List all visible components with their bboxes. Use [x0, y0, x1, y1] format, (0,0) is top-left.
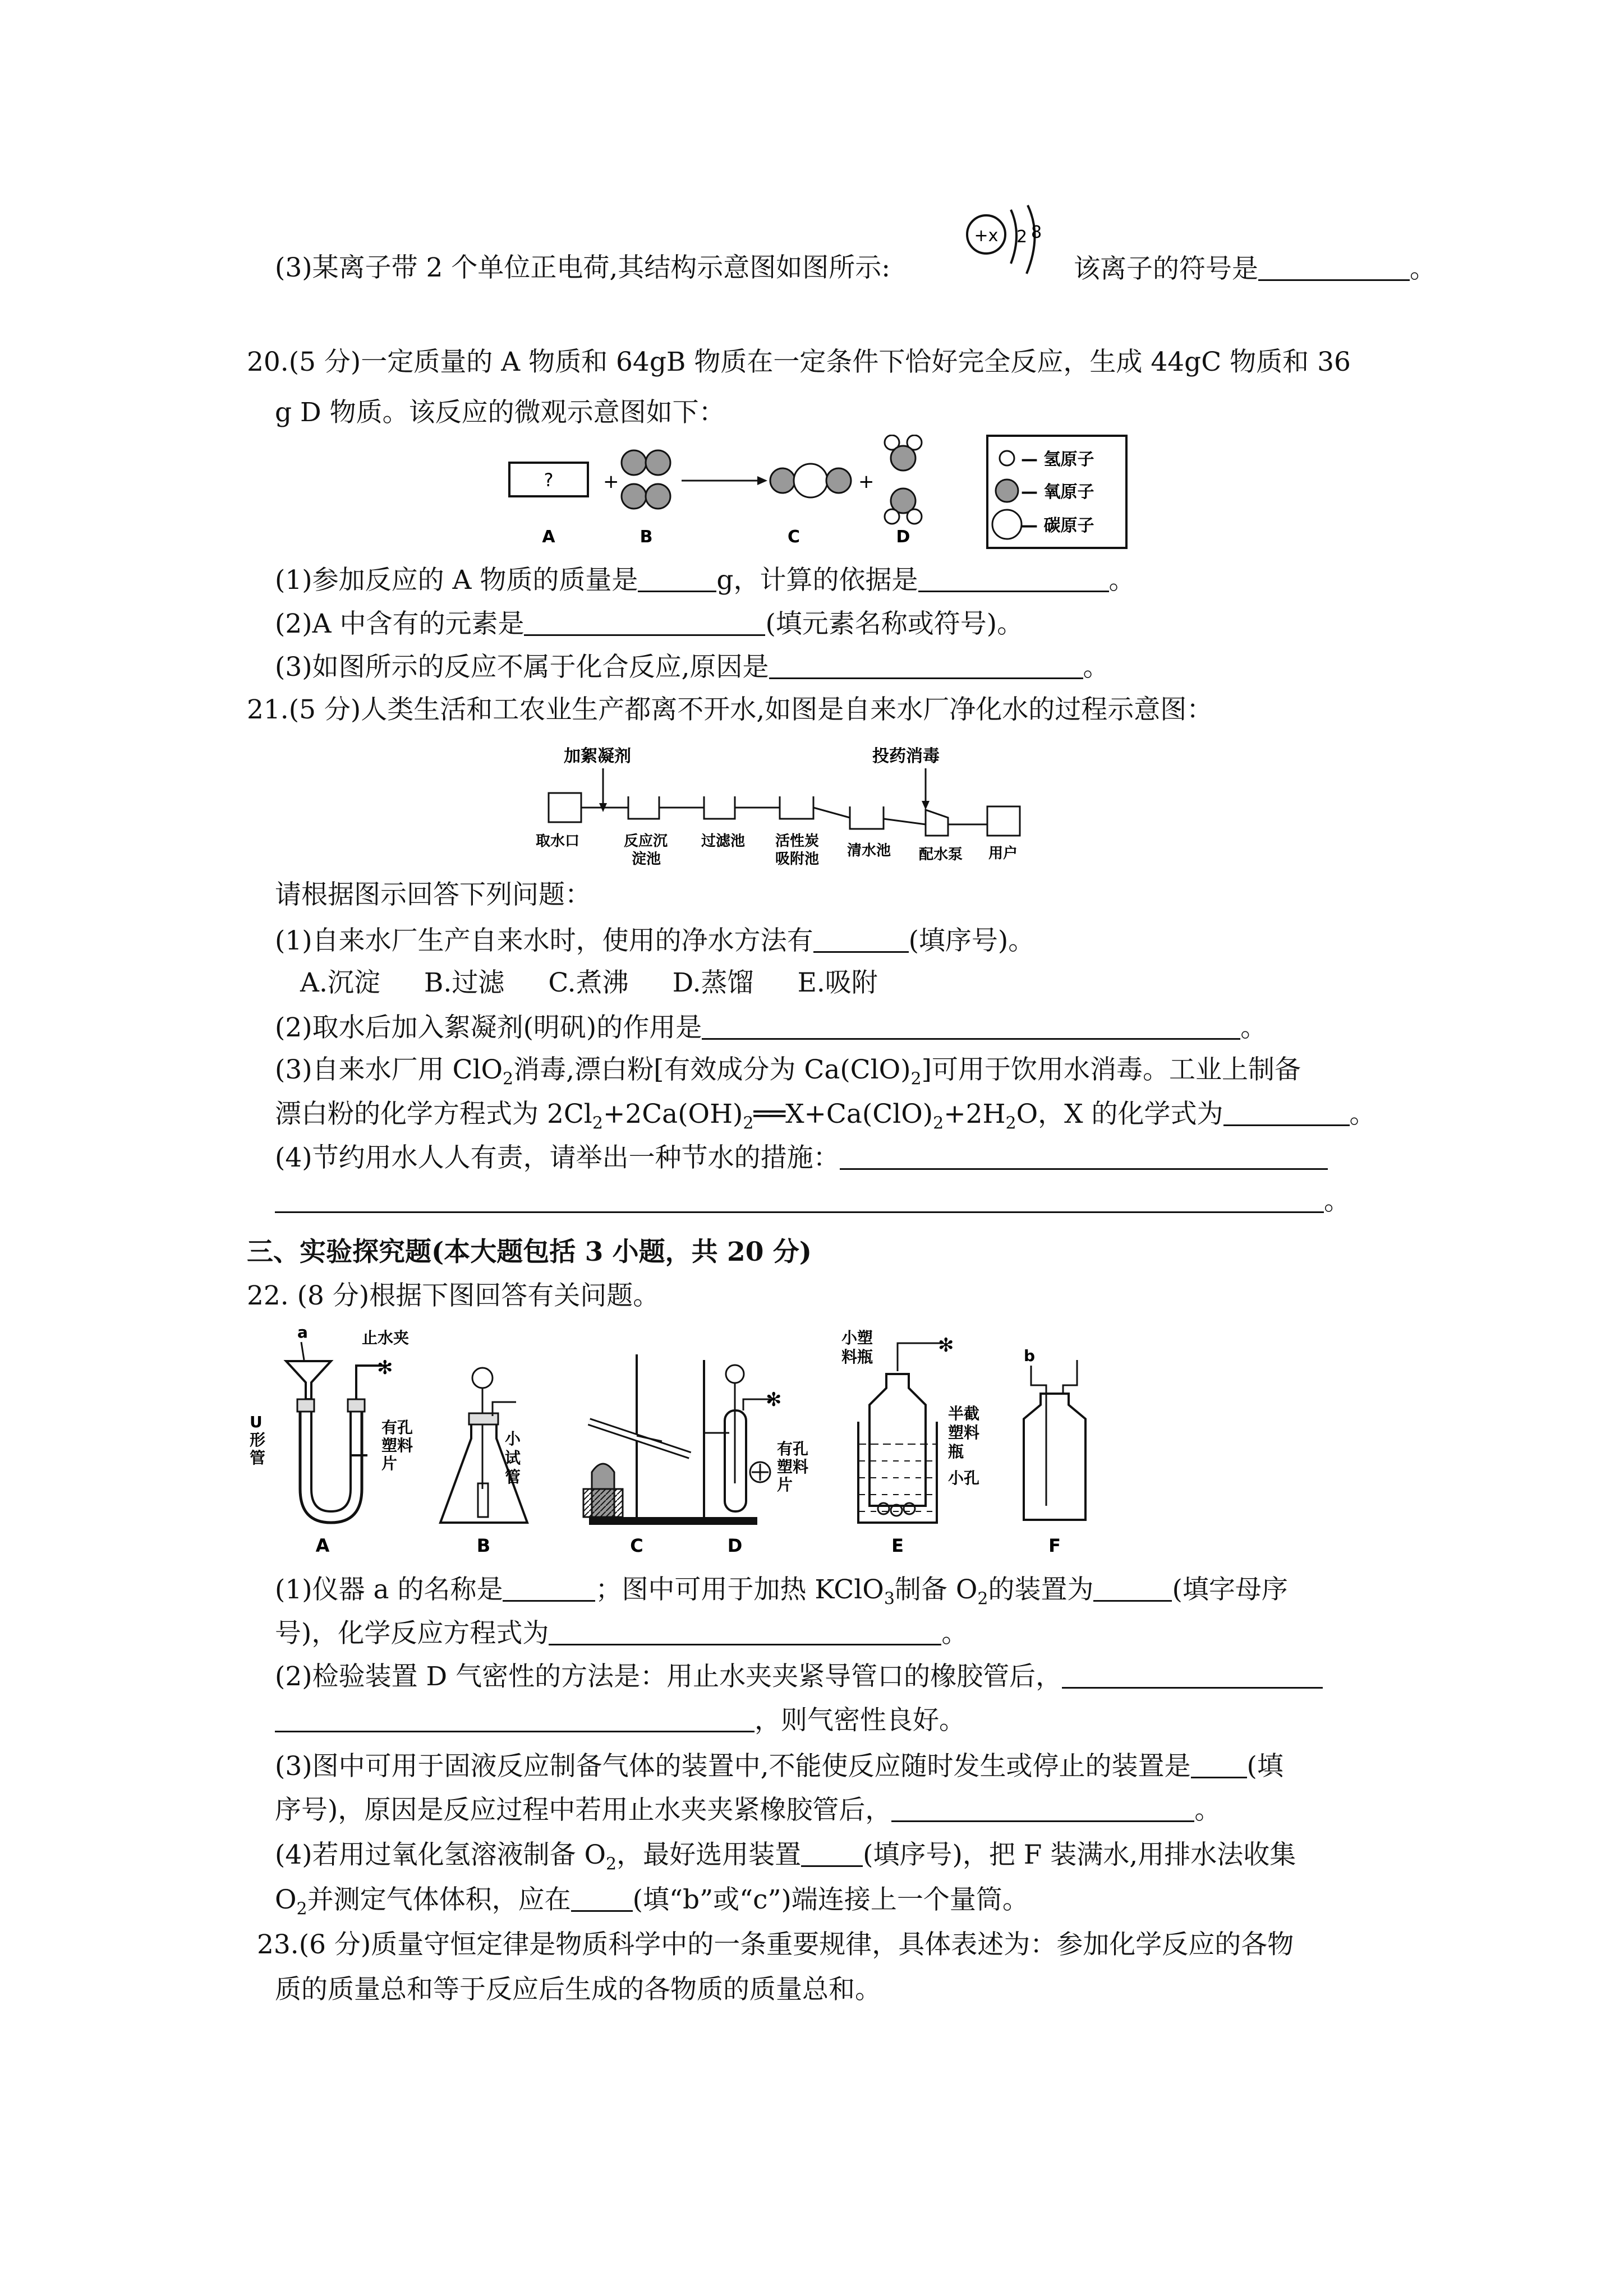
filter-tank	[704, 796, 735, 819]
q21-part2-text: (2)取水后加入絮凝剂(明矾)的作用是	[275, 1012, 702, 1043]
q22-part1-line2	[275, 1617, 968, 1649]
oxygen-atom	[646, 484, 670, 509]
legend-carbon: — 碳原子	[1021, 516, 1094, 536]
inlet-tube-c	[1063, 1360, 1077, 1394]
subscript: 2	[977, 1589, 988, 1609]
option-b: B.过滤	[424, 967, 505, 998]
subscript: 2	[592, 1113, 603, 1133]
halfbottle-label-2: 塑料	[948, 1423, 980, 1442]
plus-sign-2: +	[858, 471, 875, 493]
lab-apparatus-diagram	[247, 1321, 1099, 1567]
ion-structure-diagram	[965, 202, 1055, 286]
q22-part1-text-6: 号)，化学反应方程式为	[275, 1618, 549, 1649]
q22-part2-end: ，则气密性良好。	[755, 1705, 965, 1736]
perforated2-label-3: 片	[777, 1476, 793, 1494]
q21-part3-text-3: ]可用于饮用水消毒。工业上制备	[921, 1054, 1301, 1085]
q21-part3-text: (3)自来水厂用 ClO	[275, 1054, 503, 1085]
q20-head-2: g D 物质。该反应的微观示意图如下：	[275, 397, 725, 428]
legend-hydrogen: — 氢原子	[1021, 450, 1094, 469]
subscript: 2	[933, 1113, 944, 1133]
q22-part4-text-5: 并测定气体体积，应在	[307, 1884, 571, 1915]
intake-box	[549, 793, 581, 822]
q21-part4-end: 。	[1324, 1186, 1350, 1216]
reaction-micro-diagram	[499, 435, 1133, 555]
q21-prompt: 请根据图示回答下列问题：	[275, 879, 591, 910]
apparatus-label-a: A	[315, 1535, 330, 1556]
u-tube-outer	[300, 1405, 362, 1523]
subscript: 2	[296, 1899, 307, 1919]
nucleus-charge: +x	[974, 226, 999, 246]
q22-part3-text-3: 序号)，原因是反应过程中若用止水夹夹紧橡胶管后，	[275, 1795, 892, 1825]
q20-part3-end: 。	[1083, 652, 1110, 683]
step-filter: 过滤池	[701, 833, 746, 850]
answer-blank[interactable]	[638, 564, 716, 592]
stopper	[469, 1413, 498, 1424]
answer-blank[interactable]	[891, 1794, 1194, 1822]
option-a: A.沉淀	[300, 967, 380, 998]
perforated-label-2: 塑料	[381, 1436, 413, 1455]
step-clear-water: 清水池	[847, 842, 891, 859]
inlet-tube-b	[1031, 1366, 1046, 1394]
q21-part2	[275, 1011, 1267, 1044]
q20-part1	[275, 564, 1135, 596]
separatory-funnel	[726, 1365, 744, 1383]
answer-blank[interactable]	[1191, 1750, 1247, 1778]
q21-options	[300, 967, 878, 999]
answer-blank[interactable]	[1062, 1660, 1323, 1689]
user-box	[987, 806, 1020, 836]
pump-shape	[926, 810, 948, 836]
answer-blank[interactable]	[840, 1141, 1328, 1170]
q22-part3-line2	[275, 1794, 1221, 1826]
perforated-label-1: 有孔	[381, 1418, 413, 1437]
oxygen-atom	[622, 450, 646, 475]
oxygen-atom	[891, 446, 915, 471]
apparatus-label-f: F	[1048, 1535, 1061, 1556]
q20-part1-end: 。	[1108, 565, 1135, 596]
q22-part1-text-2: ；图中可用于加热 KClO	[595, 1574, 884, 1605]
q21-part3-text-2: 消毒,漂白粉[有效成分为 Ca(ClO)	[513, 1054, 911, 1085]
q22-part1-text-4: 的装置为	[988, 1574, 1094, 1605]
q21-equation-text-2: +2Ca(OH)	[602, 1099, 743, 1129]
oxygen-atom	[770, 468, 795, 493]
clear-water-tank	[850, 806, 884, 829]
q22-part4-text: (4)若用过氧化氢溶液制备 O	[275, 1839, 606, 1870]
subscript: 2	[503, 1069, 514, 1089]
q21-equation-text-5: O，X 的化学式为	[1016, 1099, 1223, 1129]
q22-part1-text-3: 制备 O	[894, 1574, 978, 1605]
q23-line1: 23.(6 分)质量守恒定律是物质科学中的一条重要规律，具体表述为：参加化学反应的各物	[257, 1929, 1294, 1960]
answer-blank[interactable]	[813, 924, 909, 953]
answer-blank[interactable]	[524, 607, 765, 636]
subscript: 2	[606, 1854, 617, 1874]
q19-part3-tail: 该离子的符号是 。	[1074, 253, 1436, 284]
step-carbon-1: 活性炭	[775, 833, 820, 850]
u-tube-inner	[311, 1405, 351, 1511]
answer-blank[interactable]	[1093, 1573, 1172, 1602]
q22-part3-text: (3)图中可用于固液反应制备气体的装置中,不能使反应随时发生或停止的装置是	[275, 1751, 1191, 1782]
answer-blank[interactable]	[801, 1838, 863, 1867]
q21-part1	[275, 924, 1034, 957]
flow-top-coagulant: 加絮凝剂	[564, 746, 631, 766]
q20-part2	[275, 607, 1023, 640]
q22-part4-line1	[275, 1838, 1296, 1874]
separatory-funnel	[472, 1368, 493, 1388]
q22-part2-text: (2)检验装置 D 气密性的方法是：用止水夹夹紧导管口的橡胶管后，	[275, 1661, 1062, 1692]
answer-blank[interactable]	[769, 651, 1083, 679]
delivery-tube	[898, 1343, 942, 1371]
bottle-label-2: 料瓶	[841, 1348, 873, 1366]
label-c: C	[787, 527, 801, 547]
clamp-icon: ✻	[938, 1334, 954, 1357]
port-b-label: b	[1024, 1347, 1036, 1365]
q22-part4-text-6: (填“b”或“c”)端连接上一个量筒。	[632, 1884, 1029, 1915]
utube-label-2: 形	[250, 1431, 266, 1449]
oxygen-atom	[622, 484, 646, 509]
subscript: 2	[910, 1069, 922, 1089]
label-d: D	[896, 527, 910, 547]
q22-part1-line1	[275, 1573, 1288, 1609]
q21-part1-end: (填序号)。	[908, 925, 1035, 956]
apparatus-label-c: C	[630, 1535, 643, 1556]
apparatus-label-d: D	[727, 1535, 743, 1556]
subscript: 3	[884, 1589, 895, 1609]
answer-blank[interactable]	[503, 1573, 595, 1602]
sedimentation-tank	[628, 796, 659, 819]
section-3-title: 三、实验探究题(本大题包括 3 小题，共 20 分)	[247, 1237, 812, 1267]
answer-blank[interactable]	[918, 564, 1109, 592]
option-d: D.蒸馏	[672, 967, 754, 998]
perforated2-label-2: 塑料	[777, 1458, 809, 1476]
answer-blank[interactable]	[275, 1704, 755, 1732]
perforated2-label-1: 有孔	[777, 1440, 809, 1458]
label-a-funnel: a	[297, 1323, 308, 1341]
smalltube-label-2: 试	[505, 1449, 521, 1467]
halfbottle-label-1: 半截	[948, 1404, 980, 1423]
plastic-bottle	[869, 1374, 926, 1506]
q21-part3-end: 。	[1349, 1099, 1376, 1129]
legend-carbon-symbol	[992, 510, 1022, 539]
shell-2-count: 8	[1031, 223, 1042, 242]
q21-part2-end: 。	[1240, 1012, 1267, 1043]
q20-part1-text-2: g，计算的依据是	[716, 565, 918, 596]
q21-part3-line1	[275, 1054, 1301, 1089]
hydrogen-atom	[907, 509, 922, 524]
flow-line	[813, 808, 850, 818]
shell-1-count: 2	[1016, 227, 1028, 247]
legend-oxygen: — 氧原子	[1021, 482, 1094, 502]
utube-label-3: 管	[250, 1449, 266, 1467]
legend-oxygen-symbol	[996, 480, 1018, 502]
q20-part1-text: (1)参加反应的 A 物质的质量是	[275, 565, 638, 596]
q23-line2: 质的质量总和等于反应后生成的各物质的质量总和。	[275, 1974, 881, 2005]
hydrogen-atom	[885, 509, 899, 524]
oxygen-atom	[826, 468, 851, 493]
q20-head-1: 20.(5 分)一定质量的 A 物质和 64gB 物质在一定条件下恰好完全反应，生成 44gC 物质和 36	[247, 347, 1351, 377]
label-b: B	[640, 527, 653, 547]
lamp-block	[583, 1489, 623, 1517]
q21-equation-text-3: ══X+Ca(ClO)	[753, 1099, 933, 1129]
clamp-icon: ✻	[766, 1389, 782, 1411]
carbon-atom	[794, 464, 827, 497]
step-carbon-2: 吸附池	[775, 851, 820, 868]
q22-part3-line1	[275, 1750, 1283, 1782]
option-c: C.煮沸	[548, 967, 629, 998]
q20-part2-text: (2)A 中含有的元素是	[275, 608, 525, 639]
q22-part1-end: 。	[941, 1618, 968, 1649]
q19-part3	[275, 252, 890, 284]
q22-part4-text-4: O	[275, 1884, 297, 1915]
q22-part1-text: (1)仪器 a 的名称是	[275, 1574, 503, 1605]
q21-head: 21.(5 分)人类生活和工农业生产都离不开水,如图是自来水厂净化水的过程示意图：	[247, 694, 1213, 725]
answer-blank[interactable]	[1223, 1098, 1350, 1126]
q21-part4-cont	[275, 1184, 1350, 1217]
step-sediment-2: 淀池	[632, 851, 661, 868]
q20-part2-end: (填元素名称或符号)。	[765, 608, 1024, 639]
perforated-label-3: 片	[381, 1454, 398, 1473]
apparatus-label-b: B	[476, 1535, 491, 1556]
q21-part3-line2	[275, 1098, 1376, 1133]
q21-equation-text: 漂白粉的化学方程式为 2Cl	[275, 1099, 592, 1129]
shell-arc-1	[1011, 210, 1016, 264]
answer-blank[interactable]	[275, 1184, 1324, 1213]
step-pump: 配水泵	[919, 846, 963, 863]
legend-hydrogen-symbol	[1000, 451, 1014, 465]
hole-label: 小孔	[948, 1469, 980, 1487]
label-a: A	[542, 527, 555, 547]
q19-part3-text: (3)某离子带 2 个单位正电荷,其结构示意图如图所示:	[275, 252, 891, 283]
pointer-line	[301, 1342, 304, 1360]
answer-blank[interactable]	[1258, 252, 1410, 281]
gas-bottle	[1024, 1394, 1085, 1520]
q22-part1-text-5: (填字母序	[1172, 1574, 1288, 1605]
arrow-head	[757, 476, 767, 485]
unknown-mark: ?	[544, 469, 554, 491]
apparatus-label-e: E	[891, 1535, 904, 1556]
smalltube-label-3: 管	[505, 1468, 521, 1486]
q22-part2-line2	[275, 1704, 965, 1736]
step-sediment-1: 反应沉	[624, 833, 668, 850]
q20-part3-text: (3)如图所示的反应不属于化合反应,原因是	[275, 652, 769, 683]
flow-top-disinfect: 投药消毒	[872, 746, 940, 766]
clamp-label: 止水夹	[362, 1329, 410, 1347]
halfbottle-label-3: 瓶	[948, 1442, 964, 1461]
stopper	[348, 1399, 365, 1412]
q22-part3-end: 。	[1194, 1795, 1221, 1825]
q22-part4-text-3: (填序号)，把 F 装满水,用排水法收集	[863, 1839, 1296, 1870]
clamp-icon: ✻	[377, 1357, 393, 1379]
oxygen-atom	[646, 450, 670, 475]
q22-part3-text-2: (填	[1246, 1751, 1283, 1782]
water-purification-flow	[533, 740, 1105, 872]
plus-sign-1: +	[603, 471, 619, 493]
answer-blank[interactable]	[549, 1617, 941, 1645]
q22-part2-line1	[275, 1660, 1323, 1693]
q21-equation-text-4: +2H	[944, 1099, 1006, 1129]
q19-part3-tail-text: 该离子的符号是	[1074, 253, 1258, 284]
step-intake: 取水口	[536, 833, 580, 850]
option-e: E.吸附	[797, 967, 878, 998]
step-user: 用户	[988, 845, 1018, 862]
q21-part1-text: (1)自来水厂生产自来水时，使用的净水方法有	[275, 925, 813, 956]
utube-label-1: U	[250, 1413, 263, 1431]
q22-part4-text-2: ，最好选用装置	[617, 1839, 802, 1870]
q21-part4-text: (4)节约用水人人有责，请举出一种节水的措施：	[275, 1142, 840, 1173]
bottle-label-1: 小塑	[841, 1329, 873, 1347]
q20-part3	[275, 651, 1110, 683]
answer-blank[interactable]	[702, 1011, 1240, 1040]
answer-blank[interactable]	[571, 1883, 633, 1912]
smalltube-label-1: 小	[505, 1430, 521, 1448]
subscript: 2	[743, 1113, 754, 1133]
flow-line	[884, 819, 926, 824]
subscript: 2	[1005, 1113, 1016, 1133]
funnel	[286, 1361, 331, 1399]
q21-part4	[275, 1141, 1328, 1174]
arrow-head	[922, 801, 930, 810]
q22-head: 22. (8 分)根据下图回答有关问题。	[247, 1280, 660, 1311]
carbon-tank	[780, 796, 813, 819]
water-lines	[859, 1461, 936, 1511]
q22-part4-line2	[275, 1883, 1029, 1919]
test-tube-c-inner	[589, 1422, 690, 1455]
stand-base	[684, 1517, 757, 1525]
stopper	[297, 1399, 314, 1412]
